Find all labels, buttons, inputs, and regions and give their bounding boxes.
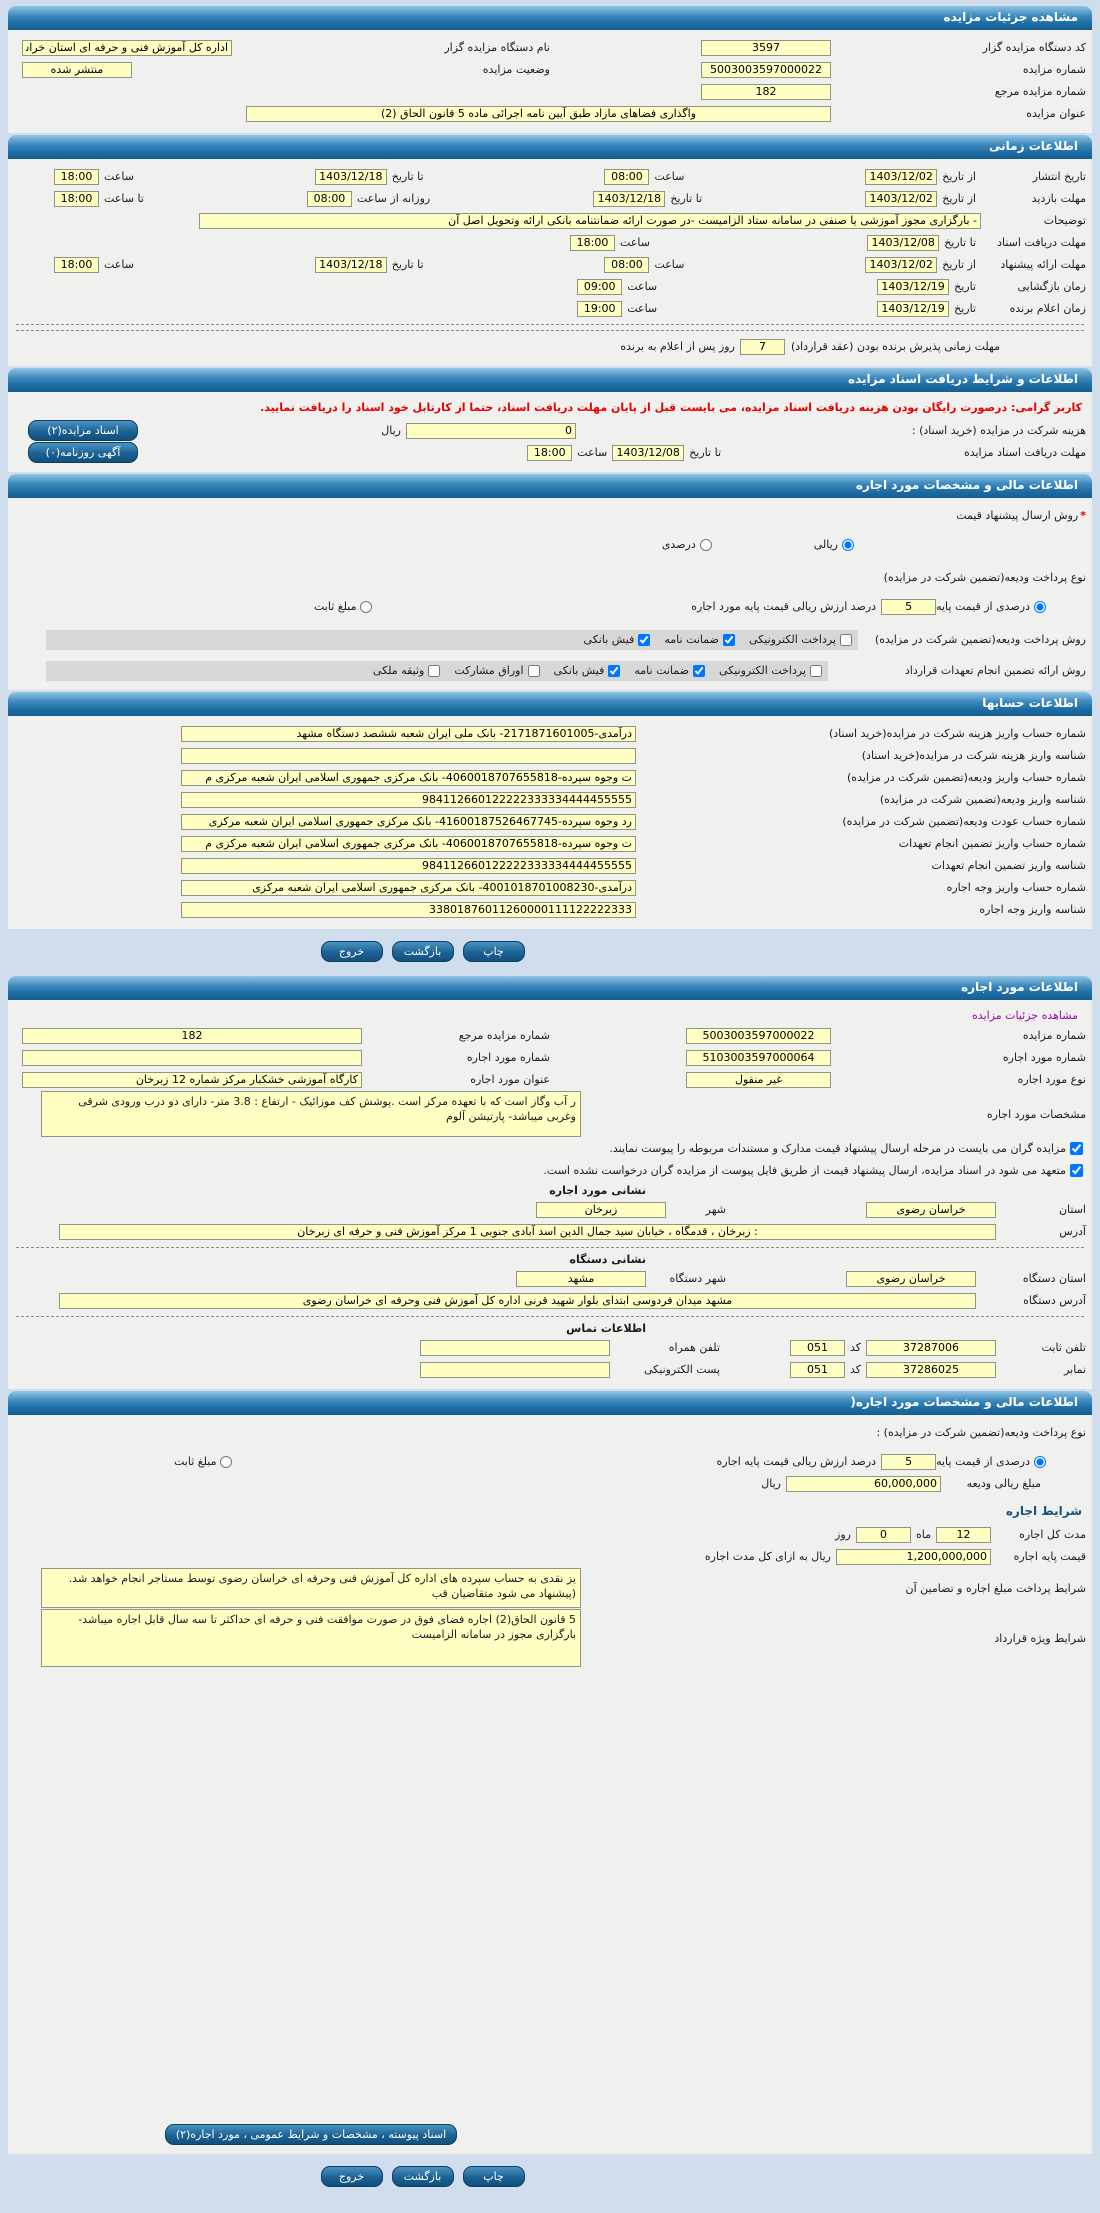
- guarantee-deposit-account-field[interactable]: [181, 770, 636, 786]
- hour-label: ساعت: [654, 258, 685, 271]
- mobile-field[interactable]: [420, 1340, 610, 1356]
- deposit-type-label: نوع پرداخت ودیعه(تضمین شرکت در مزایده) :: [876, 1426, 1086, 1439]
- pay-option-bank-slip[interactable]: [584, 633, 653, 646]
- to-date-label: تا تاریخ: [689, 446, 721, 459]
- section-title: مشاهده جزئیات مزایده: [943, 10, 1078, 24]
- rial-label: ریال: [761, 1477, 781, 1490]
- base-price-label: قیمت پایه اجاره: [1013, 1550, 1086, 1563]
- to-date-label: تا تاریخ: [391, 170, 424, 183]
- rental-item-specs-textarea[interactable]: ر آب وگاز است که با تعهده مرکز است .پوشش کف موزائیک - ارتفاع : 3.8 متر- دارای دو درب ورودی شرقی وغربی میباشد- پارتیشن آلوم: [41, 1091, 581, 1137]
- winner-announce-label: زمان اعلام برنده: [1009, 302, 1086, 315]
- auction-status-field[interactable]: [22, 62, 132, 78]
- deposit-fixed-option[interactable]: [314, 600, 374, 613]
- price-method-percent-option[interactable]: [662, 538, 714, 551]
- pay-option-label: پرداخت الکترونیکی: [749, 633, 836, 646]
- daily-from-hour-label: روزانه از ساعت: [356, 192, 431, 205]
- auction-number-field[interactable]: [701, 62, 831, 78]
- guarantee-deposit-id-field[interactable]: [181, 792, 636, 808]
- timing-header: [8, 135, 1092, 159]
- guarantee-option-bonds[interactable]: [454, 664, 541, 677]
- fee-deposit-account-field[interactable]: [181, 726, 636, 742]
- auction-subject-field[interactable]: [246, 106, 831, 122]
- to-date-label: تا تاریخ: [391, 258, 424, 271]
- publish-date-label: تاریخ انتشار: [1032, 170, 1086, 183]
- attached-documents-button[interactable]: اسناد پیوسته ، مشخصات و شرایط عمومی ، مورد اجاره(۲): [165, 2124, 457, 2145]
- dashed-separator: [16, 1316, 1084, 1317]
- view-auction-details-link[interactable]: مشاهده جزئیات مزایده: [972, 1009, 1078, 1022]
- publish-to-time-field[interactable]: [54, 169, 99, 185]
- section-title: اطلاعات حسابها: [982, 696, 1078, 710]
- account-label: شناسه واریز تضمین انجام تعهدات: [931, 859, 1086, 872]
- date-label: تاریخ: [954, 280, 976, 293]
- participation-fee-field[interactable]: [406, 423, 576, 439]
- dashed-separator: [16, 1247, 1084, 1248]
- deposit-return-account-field[interactable]: [181, 814, 636, 830]
- day-label: روز: [835, 1528, 851, 1541]
- rental-item-type-field[interactable]: [686, 1072, 831, 1088]
- guarantee-option-property[interactable]: [373, 664, 442, 677]
- deposit-fixed-radio[interactable]: [220, 1456, 232, 1468]
- deposit-amount-label: مبلغ ریالی ودیعه: [966, 1477, 1041, 1490]
- acceptance-deadline-label: مهلت زمانی پذیرش برنده بودن (عقد قرارداد): [790, 340, 1000, 353]
- fax-field[interactable]: [866, 1362, 996, 1378]
- address-field[interactable]: [59, 1224, 996, 1240]
- special-terms-label: شرایط ویژه قرارداد: [994, 1631, 1086, 1645]
- base-price-field[interactable]: [836, 1549, 991, 1565]
- obligation-guarantee-account-field[interactable]: [181, 836, 636, 852]
- visit-from-date-field[interactable]: [865, 191, 937, 207]
- exit-button[interactable]: خروج: [321, 2166, 383, 2187]
- documents-deadline-label: مهلت دریافت اسناد: [997, 236, 1086, 249]
- city-label: شهر: [705, 1203, 726, 1216]
- guarantee-option-bank-slip[interactable]: [554, 664, 623, 677]
- pay-option-electronic-checkbox[interactable]: [840, 634, 852, 646]
- guarantee-option-electronic-checkbox[interactable]: [810, 665, 822, 677]
- account-label: شماره حساب واریز ودیعه(تضمین شرکت در مزایده): [847, 771, 1086, 784]
- rental-financial-panel: [8, 1391, 1092, 2154]
- rental-terms-subheader: شرایط اجاره: [1005, 1504, 1082, 1518]
- pay-option-bank-slip-checkbox[interactable]: [638, 634, 650, 646]
- back-button[interactable]: بازگشت: [392, 941, 454, 962]
- visit-from-time-field[interactable]: [307, 191, 352, 207]
- base-price-suffix: ریال به ازای کل مدت اجاره: [704, 1550, 831, 1563]
- actions-row-bottom: [8, 2162, 837, 2191]
- province-field[interactable]: [866, 1202, 996, 1218]
- guarantee-option-property-checkbox[interactable]: [428, 665, 440, 677]
- dashed-separator: [16, 324, 1084, 325]
- exit-button[interactable]: خروج: [321, 941, 383, 962]
- fax-label: نمابر: [1064, 1363, 1086, 1376]
- payment-terms-label: شرایط پرداخت مبلغ اجاره و تضامین آن: [905, 1581, 1086, 1595]
- actions-row: [8, 937, 837, 966]
- agency-address-label: آدرس دستگاه: [1023, 1294, 1086, 1307]
- phone-code-field[interactable]: [790, 1340, 845, 1356]
- timing-body: [8, 159, 1092, 366]
- participation-fee-label: هزینه شرکت در مزایده (خرید اسناد) :: [911, 424, 1086, 437]
- guarantee-option-letter[interactable]: [634, 664, 707, 677]
- accounts-header: [8, 692, 1092, 716]
- pay-option-electronic[interactable]: [749, 633, 854, 646]
- deposit-fixed-label: مبلغ ثابت: [174, 1455, 217, 1468]
- rental-duration-days-field[interactable]: [856, 1527, 911, 1543]
- no-file-price-offer-label: متعهد می شود در اسناد مزایده، ارسال پیشنهاد قیمت از طریق فایل پیوست از مزایده گران درخواست نشده است.: [543, 1164, 1066, 1177]
- email-label: پست الکترونیکی: [644, 1363, 720, 1376]
- deposit-payment-methods-stripe: [46, 630, 858, 650]
- financial-header: [8, 474, 1092, 498]
- rental-item-type-label: نوع مورد اجاره: [1017, 1073, 1086, 1086]
- fax-code-field[interactable]: [790, 1362, 845, 1378]
- section-title: اطلاعات مورد اجاره: [961, 980, 1078, 994]
- hour-label: ساعت: [103, 258, 134, 271]
- deposit-percent-radio[interactable]: [1034, 1456, 1046, 1468]
- deposit-percent-suffix: درصد ارزش ریالی قیمت پایه اجاره: [716, 1455, 877, 1468]
- deposit-percent-suffix: درصد ارزش ریالی قیمت پایه مورد اجاره: [691, 600, 877, 613]
- auction-number-label: شماره مزایده: [1022, 1029, 1086, 1042]
- visit-to-time-field[interactable]: [54, 191, 99, 207]
- agency-code-label: کد دستگاه مزایده گزار: [982, 41, 1086, 54]
- hour-label: ساعت: [103, 170, 134, 183]
- accounts-panel: [8, 692, 1092, 929]
- rent-payment-account-field[interactable]: [181, 880, 636, 896]
- rental-financial-header: [8, 1391, 1092, 1415]
- documents-deadline-time-field[interactable]: [570, 235, 615, 251]
- documents-deadline-time-field[interactable]: [527, 445, 572, 461]
- rental-item-number-label: شماره مورد اجاره: [1002, 1051, 1086, 1064]
- deposit-percent-label: درصدی از قیمت پایه: [936, 600, 1030, 613]
- visit-deadline-label: مهلت بازدید: [1031, 192, 1086, 205]
- guarantee-method-label: روش ارائه تضمین انجام تعهدات قرارداد: [904, 664, 1086, 677]
- section-title: اطلاعات و شرایط دریافت اسناد مزایده: [847, 372, 1078, 386]
- dashed-separator: [16, 330, 1084, 331]
- price-method-rial-radio[interactable]: [842, 539, 854, 551]
- phone-label: تلفن ثابت: [1041, 1341, 1086, 1354]
- guarantee-option-bonds-checkbox[interactable]: [528, 665, 540, 677]
- deposit-type-label: نوع پرداخت ودیعه(تضمین شرکت در مزایده): [883, 571, 1086, 584]
- rental-item-header: [8, 976, 1092, 1000]
- guarantee-option-label: وثیقه ملکی: [372, 664, 425, 677]
- rental-item-panel: [8, 976, 1092, 1389]
- documents-body: [8, 392, 1092, 472]
- documents-deadline-label: مهلت دریافت اسناد مزایده: [963, 446, 1086, 459]
- offer-deadline-label: مهلت ارائه پیشنهاد: [1000, 258, 1086, 271]
- reference-number-label: شماره مزایده مرجع: [994, 85, 1086, 98]
- offer-to-time-field[interactable]: [54, 257, 99, 273]
- address-label: آدرس: [1059, 1225, 1086, 1238]
- date-label: تاریخ: [954, 302, 976, 315]
- account-label: شناسه واریز هزینه شرکت در مزایده(خرید اسناد): [861, 749, 1086, 762]
- contact-info-group-label: اطلاعات تماس: [566, 1322, 646, 1335]
- pay-option-label: ضمانت نامه: [664, 633, 719, 646]
- area-code-label: کد: [849, 1363, 861, 1376]
- special-terms-textarea[interactable]: 5 قانون الحاق(2) اجاره فضای فوق در صورت موافقت فنی و حرفه ای حداکثر تا سه سال قابل اجاره میباشد-بارگزاری مجوز در سامانه الزامیست: [41, 1609, 581, 1667]
- winner-announce-time-field[interactable]: [577, 301, 622, 317]
- obligation-guarantee-id-field[interactable]: [181, 858, 636, 874]
- deposit-percent-option[interactable]: [936, 1455, 1048, 1468]
- from-date-label: از تاریخ: [942, 258, 976, 271]
- offer-from-date-field[interactable]: [865, 257, 937, 273]
- to-date-label: تا تاریخ: [944, 236, 976, 249]
- rental-item-number2-label: شماره مورد اجاره: [466, 1051, 550, 1064]
- financial-panel: [8, 474, 1092, 690]
- agency-code-field[interactable]: [701, 40, 831, 56]
- guarantee-option-bank-slip-checkbox[interactable]: [608, 665, 620, 677]
- attachments-required-checkbox[interactable]: [1070, 1142, 1083, 1155]
- price-method-label: روش ارسال پیشنهاد قیمت: [956, 509, 1079, 522]
- guarantee-option-label: پرداخت الکترونیکی: [719, 664, 806, 677]
- attachments-required-label: مزایده گران می بایست در مرحله ارسال پیشنهاد قیمت مدارک و مستندات مربوطه را پیوست نمایند.: [609, 1142, 1066, 1155]
- month-label: ماه: [915, 1528, 931, 1541]
- deposit-percent-label: درصدی از قیمت پایه: [936, 1455, 1030, 1468]
- empty-area: [14, 1668, 1086, 2123]
- deposit-fixed-option[interactable]: [174, 1455, 234, 1468]
- opening-time-label: زمان بازگشایی: [1017, 280, 1086, 293]
- deposit-fixed-radio[interactable]: [360, 601, 372, 613]
- guarantee-methods-stripe: [46, 661, 828, 681]
- financial-body: [8, 498, 1092, 690]
- agency-province-label: استان دستگاه: [1022, 1272, 1086, 1285]
- pay-option-label: فیش بانکی: [583, 633, 635, 646]
- print-button[interactable]: چاپ: [463, 941, 525, 962]
- from-date-label: از تاریخ: [942, 192, 976, 205]
- rental-item-body: [8, 1000, 1092, 1389]
- auction-details-header: [8, 6, 1092, 30]
- deposit-percent-option[interactable]: [936, 600, 1048, 613]
- auction-documents-button[interactable]: اسناد مزایده(۲): [28, 420, 138, 441]
- publish-to-date-field[interactable]: [315, 169, 387, 185]
- guarantee-option-electronic[interactable]: [719, 664, 824, 677]
- auction-details-panel: [8, 6, 1092, 133]
- opening-date-field[interactable]: [877, 279, 949, 295]
- area-code-label: کد: [849, 1341, 861, 1354]
- timing-panel: [8, 135, 1092, 366]
- deposit-amount-field[interactable]: [786, 1476, 941, 1492]
- pay-option-guarantee-letter-checkbox[interactable]: [723, 634, 735, 646]
- guarantee-option-label: فیش بانکی: [553, 664, 605, 677]
- auction-number-field[interactable]: [686, 1028, 831, 1044]
- account-label: شناسه واریز وجه اجاره: [979, 903, 1086, 916]
- accounts-body: [8, 716, 1092, 929]
- required-asterisk: *: [1080, 509, 1086, 522]
- deposit-percent-field[interactable]: [881, 599, 936, 615]
- hour-label: ساعت: [577, 446, 608, 459]
- hour-label: ساعت: [627, 280, 658, 293]
- agency-name-label: نام دستگاه مزایده گزار: [444, 41, 550, 54]
- to-date-label: تا تاریخ: [670, 192, 703, 205]
- print-button[interactable]: چاپ: [463, 2166, 525, 2187]
- rental-item-title-field[interactable]: [22, 1072, 362, 1088]
- winner-announce-date-field[interactable]: [877, 301, 949, 317]
- email-field[interactable]: [420, 1362, 610, 1378]
- fee-deposit-id-field[interactable]: [181, 748, 636, 764]
- rental-item-title-label: عنوان مورد اجاره: [470, 1073, 550, 1086]
- price-method-rial-option[interactable]: [814, 538, 856, 551]
- province-label: استان: [1058, 1203, 1086, 1216]
- section-title: اطلاعات زمانی: [989, 139, 1078, 153]
- reference-number-field[interactable]: [701, 84, 831, 100]
- auction-subject-label: عنوان مزایده: [1026, 107, 1086, 120]
- agency-address-group-label: نشانی دستگاه: [569, 1253, 646, 1266]
- section-title: اطلاعات مالی و مشخصات مورد اجاره(: [850, 1395, 1078, 1409]
- offer-from-time-field[interactable]: [604, 257, 649, 273]
- account-label: شماره حساب واریز هزینه شرکت در مزایده(خرید اسناد): [828, 727, 1086, 740]
- agency-name-field[interactable]: [22, 40, 232, 56]
- section-title: اطلاعات مالی و مشخصات مورد اجاره: [855, 478, 1078, 492]
- price-method-percent-radio[interactable]: [700, 539, 712, 551]
- agency-city-field[interactable]: [516, 1271, 646, 1287]
- acceptance-suffix-label: روز پس از اعلام به برنده: [620, 340, 735, 353]
- auction-number-label: شماره مزایده: [1022, 63, 1086, 76]
- guarantee-option-label: اوراق مشارکت: [454, 664, 524, 677]
- price-method-rial-label: ریالی: [813, 538, 838, 551]
- reference-number-field[interactable]: [22, 1028, 362, 1044]
- agency-city-label: شهر دستگاه: [669, 1272, 726, 1285]
- opening-time-field[interactable]: [577, 279, 622, 295]
- to-hour-label: تا ساعت: [104, 192, 144, 205]
- agency-address-field[interactable]: [59, 1293, 976, 1309]
- rental-duration-label: مدت کل اجاره: [1019, 1528, 1086, 1541]
- reference-number-label: شماره مزایده مرجع: [458, 1029, 550, 1042]
- hour-label: ساعت: [627, 302, 658, 315]
- item-address-group-label: نشانی مورد اجاره: [549, 1184, 646, 1197]
- notes-field[interactable]: [199, 213, 981, 229]
- publish-from-date-field[interactable]: [865, 169, 937, 185]
- documents-panel: [8, 368, 1092, 472]
- documents-header: [8, 368, 1092, 392]
- guarantee-option-letter-checkbox[interactable]: [693, 665, 705, 677]
- free-documents-notice: کاربر گرامی: درصورت رایگان بودن هزینه دریافت اسناد مزایده، می بایست قبل از پایان مهلت دریافت اسناد، حتما از کارتابل خود اسناد را دریافت نمایید.: [260, 401, 1082, 414]
- phone-field[interactable]: [866, 1340, 996, 1356]
- rent-payment-id-field[interactable]: [181, 902, 636, 918]
- rental-financial-body: [8, 1415, 1092, 2154]
- rental-duration-months-field[interactable]: [936, 1527, 991, 1543]
- visit-to-date-field[interactable]: [593, 191, 665, 207]
- documents-deadline-date-field[interactable]: [612, 445, 684, 461]
- auction-details-body: [8, 30, 1092, 133]
- rial-label: ریال: [381, 424, 401, 437]
- rental-item-number-field[interactable]: [686, 1050, 831, 1066]
- offer-to-date-field[interactable]: [315, 257, 387, 273]
- deposit-fixed-label: مبلغ ثابت: [314, 600, 357, 613]
- deposit-percent-field[interactable]: [881, 1454, 936, 1470]
- hour-label: ساعت: [620, 236, 650, 249]
- newspaper-ads-button[interactable]: آگهی روزنامه(۰): [28, 442, 138, 463]
- account-label: شماره حساب واریز وجه اجاره: [946, 881, 1086, 894]
- account-label: شماره حساب واریز تضمین انجام تعهدات: [898, 837, 1086, 850]
- payment-terms-textarea[interactable]: یز نقدی به حساب سپرده های اداره کل آموزش فنی وحرفه ای خراسان رضوی توسط مستاجر انجام خواهد شد.(پیشنهاد می شود متقاضیان قب: [41, 1568, 581, 1608]
- rental-item-specs-label: مشخصات مورد اجاره: [986, 1107, 1086, 1121]
- agency-province-field[interactable]: [846, 1271, 976, 1287]
- no-file-price-offer-checkbox[interactable]: [1070, 1164, 1083, 1177]
- city-field[interactable]: [536, 1202, 666, 1218]
- deposit-percent-radio[interactable]: [1034, 601, 1046, 613]
- rental-item-number2-field[interactable]: [22, 1050, 362, 1066]
- from-date-label: از تاریخ: [942, 170, 976, 183]
- account-label: شناسه واریز ودیعه(تضمین شرکت در مزایده): [879, 793, 1086, 806]
- price-method-percent-label: درصدی: [661, 538, 696, 551]
- documents-deadline-date-field[interactable]: [867, 235, 939, 251]
- account-label: شماره حساب عودت ودیعه(تضمین شرکت در مزایده): [842, 815, 1086, 828]
- hour-label: ساعت: [654, 170, 685, 183]
- acceptance-days-field[interactable]: [740, 339, 785, 355]
- mobile-label: تلفن همراه: [668, 1341, 720, 1354]
- deposit-payment-method-label: روش پرداخت ودیعه(تضمین شرکت در مزایده): [874, 633, 1086, 646]
- guarantee-option-label: ضمانت نامه: [634, 664, 689, 677]
- back-button[interactable]: بازگشت: [392, 2166, 454, 2187]
- publish-from-time-field[interactable]: [604, 169, 649, 185]
- notes-label: توضیحات: [1043, 214, 1086, 227]
- auction-status-label: وضعیت مزایده: [482, 63, 550, 76]
- pay-option-guarantee-letter[interactable]: [664, 633, 737, 646]
